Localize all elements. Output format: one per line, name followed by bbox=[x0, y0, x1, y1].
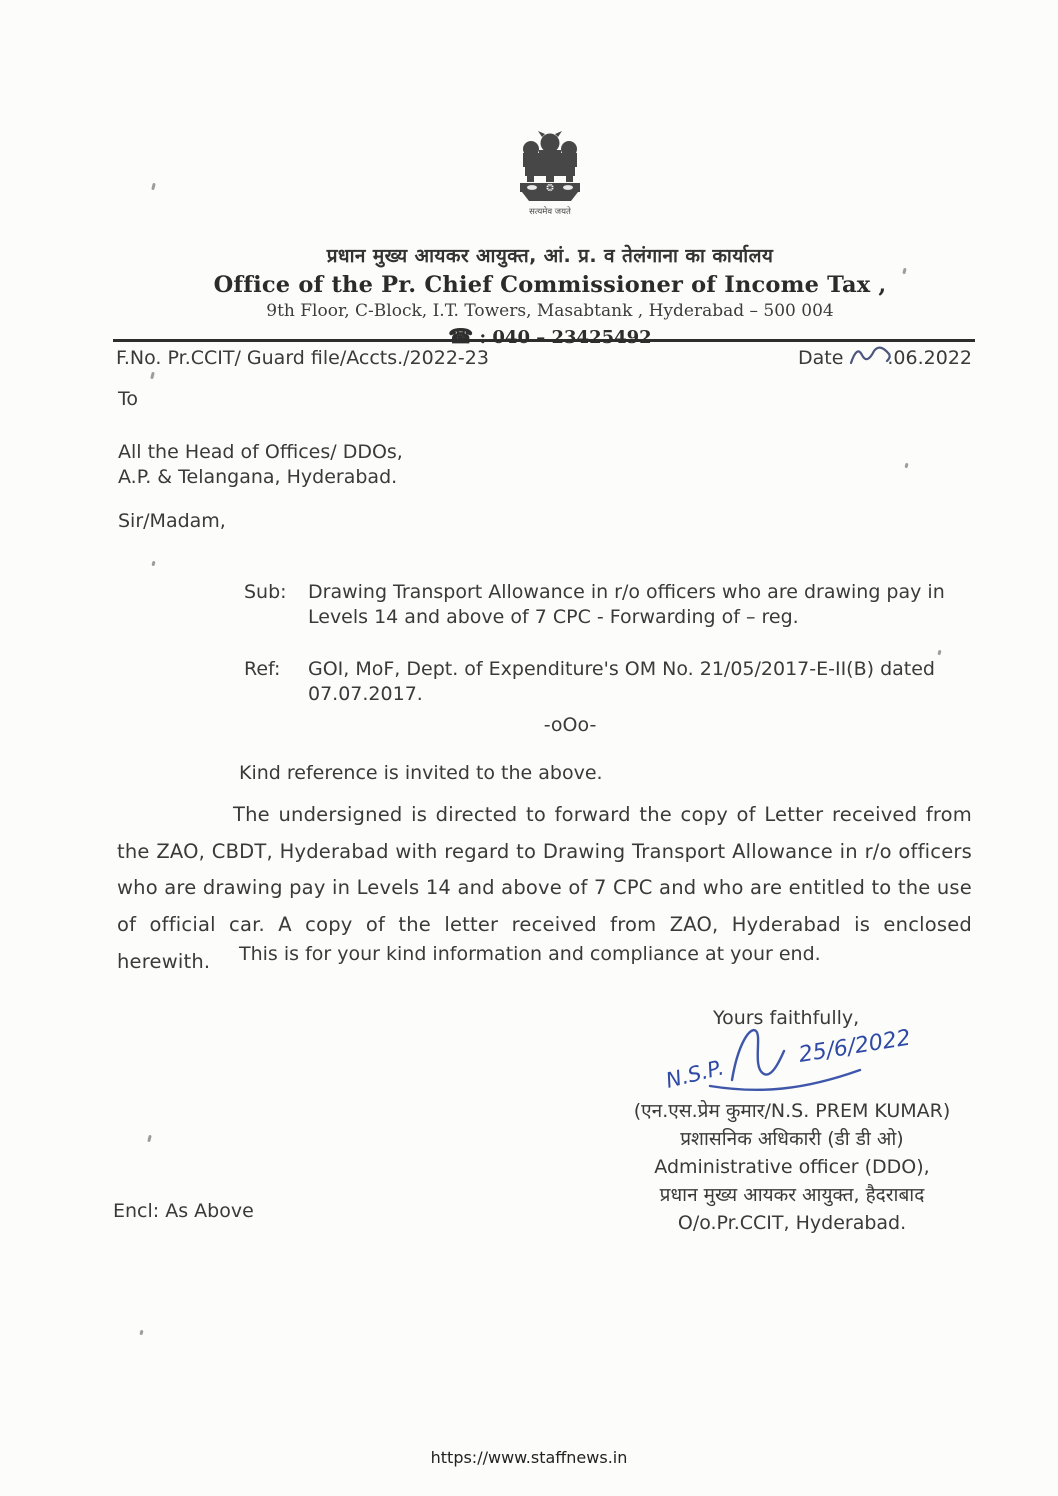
enclosure-note: Encl: As Above bbox=[113, 1200, 254, 1222]
body-paragraph-1: Kind reference is invited to the above. bbox=[239, 762, 603, 784]
subject-text: Drawing Transport Allowance in r/o officers who are drawing pay in Levels 14 and above of 7 CPC - Forwarding of – reg. bbox=[308, 581, 945, 629]
reference-row bbox=[116, 347, 972, 369]
scan-artifact bbox=[150, 372, 155, 380]
phone-number: : 040 – 23425492 bbox=[473, 327, 652, 348]
signatory-designation-hindi: प्रशासनिक अधिकारी (डी डी ओ) bbox=[680, 1128, 904, 1151]
subject-label: Sub: bbox=[244, 581, 287, 603]
handwritten-signature bbox=[648, 1016, 958, 1102]
file-number: F.No. Pr.CCIT/ Guard file/Accts./2022-23 bbox=[116, 347, 489, 369]
reference-label: Ref: bbox=[244, 658, 281, 680]
telephone-icon: ☎ bbox=[448, 324, 474, 348]
scan-artifact bbox=[147, 1135, 152, 1143]
scan-artifact bbox=[937, 650, 941, 656]
footer-url: https://www.staffnews.in bbox=[430, 1448, 628, 1467]
org-name-hindi: प्रधान मुख्य आयकर आयुक्त, आं. प्र. व तेलंगाना का कार्यालय bbox=[326, 245, 774, 267]
salutation: Sir/Madam, bbox=[118, 510, 226, 532]
signature-date-handwritten: 25/6/2022 bbox=[797, 1025, 913, 1068]
signature-initials-handwritten: N.S.P. bbox=[663, 1055, 727, 1093]
valediction: Yours faithfully, bbox=[713, 1007, 860, 1029]
emblem-motto: सत्यमेव जयते bbox=[529, 207, 571, 217]
date-line bbox=[798, 347, 972, 369]
to-label: To bbox=[118, 388, 139, 410]
body-paragraph-2: The undersigned is directed to forward the copy of Letter received from the ZAO, CBDT, Hyderabad with regard to Drawing Transport Allowance in r/o officers who are drawing pay in Levels 14 and above of 7 CPC and who are entitled to the use of official car. A copy of the letter received from ZAO, Hyderabad is enclosed herewith. bbox=[117, 803, 972, 973]
addressee-lines bbox=[118, 440, 403, 489]
addressee-line-1: All the Head of Offices/ DDOs, bbox=[118, 441, 403, 463]
scan-artifact bbox=[151, 561, 155, 567]
ooo-separator: -oOo- bbox=[543, 714, 597, 736]
signatory-block bbox=[611, 1097, 973, 1238]
signatory-name: (एन.एस.प्रेम कुमार/N.S. PREM KUMAR) bbox=[633, 1100, 951, 1122]
phone-line bbox=[42, 324, 1058, 348]
letterhead bbox=[0, 130, 1058, 348]
scan-artifact bbox=[139, 1330, 143, 1336]
scan-artifact bbox=[904, 463, 908, 469]
reference-text: GOI, MoF, Dept. of Expenditure's OM No. 21/05/2017-E-II(B) dated 07.07.2017. bbox=[308, 658, 935, 706]
signatory-office-english: O/o.Pr.CCIT, Hyderabad. bbox=[677, 1212, 907, 1235]
signatory-designation-english: Administrative officer (DDO), bbox=[654, 1156, 930, 1179]
addressee-line-2: A.P. & Telangana, Hyderabad. bbox=[118, 465, 398, 488]
org-name-english: Office of the Pr. Chief Commissioner of Income Tax , bbox=[213, 272, 887, 298]
signatory-office-hindi: प्रधान मुख्य आयकर आयुक्त, हैदराबाद bbox=[659, 1184, 925, 1207]
subject-block bbox=[244, 580, 970, 631]
national-emblem-icon bbox=[42, 130, 1058, 218]
office-address: 9th Floor, C-Block, I.T. Towers, Masabtank , Hyderabad – 500 004 bbox=[266, 301, 834, 321]
reference-block bbox=[244, 657, 970, 708]
date-label: Date bbox=[797, 347, 844, 369]
date-value: .06.2022 bbox=[887, 347, 972, 369]
body-paragraph-3: This is for your kind information and compliance at your end. bbox=[239, 943, 821, 965]
